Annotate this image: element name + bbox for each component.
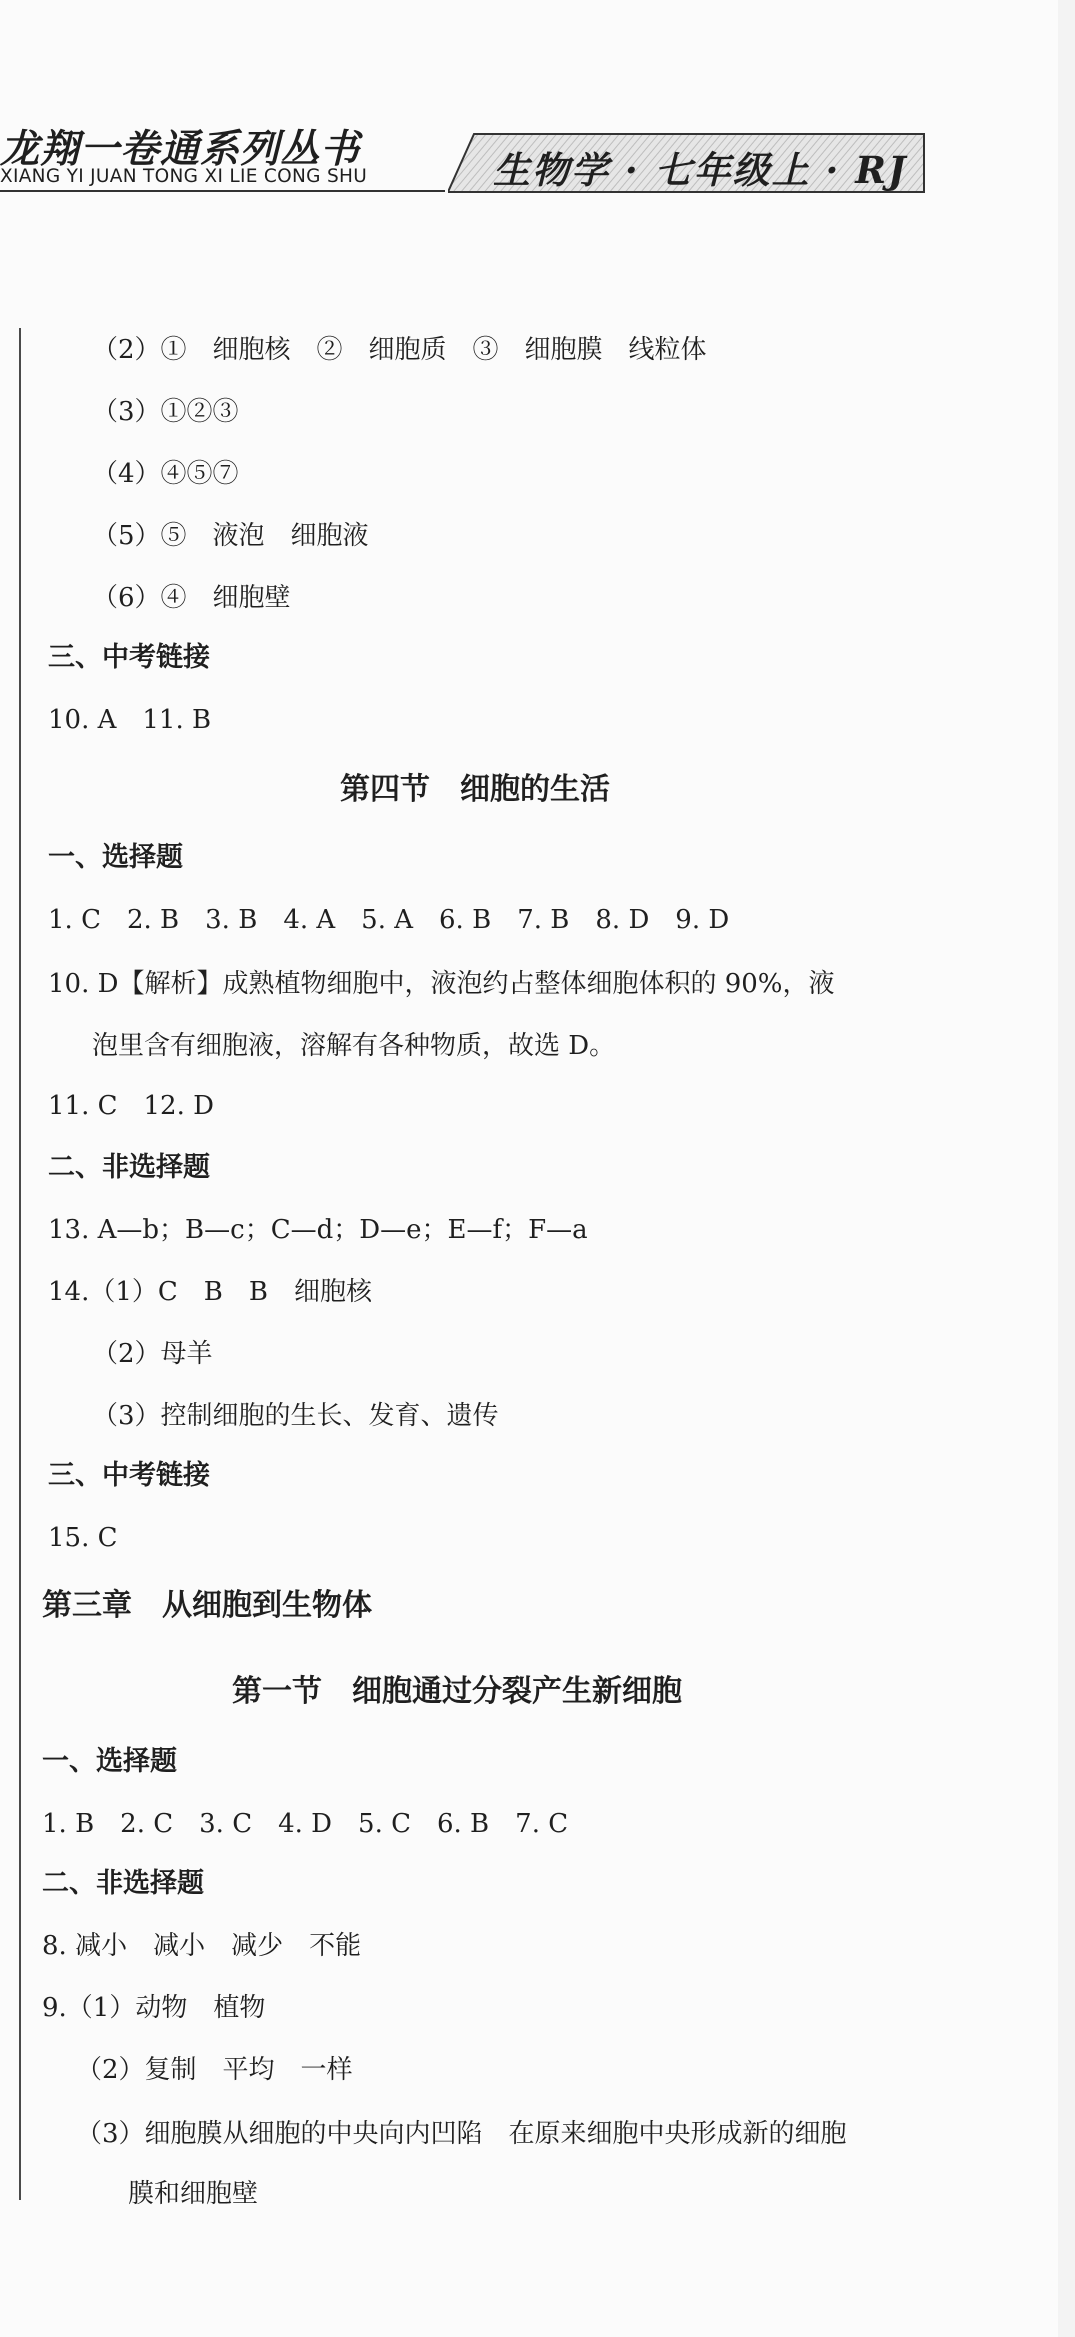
answer-line: 14.（1）C B B 细胞核 [48, 1277, 372, 1307]
subject-band [448, 132, 926, 194]
answer-line: （2）① 细胞核 ② 细胞质 ③ 细胞膜 线粒体 [92, 335, 707, 365]
header-rule [0, 190, 445, 192]
answer-line: 膜和细胞壁 [128, 2179, 259, 2209]
section-heading: 二、非选择题 [42, 1868, 204, 1899]
answer-line: （2）复制 平均 一样 [76, 2055, 353, 2085]
answer-line: （4）④⑤⑦ [92, 459, 239, 489]
subject-label: 生物学 · 七年级上 · RJ [493, 148, 908, 192]
answer-line: 1. B 2. C 3. C 4. D 5. C 6. B 7. C [42, 1809, 569, 1839]
answer-line: 1. C 2. B 3. B 4. A 5. A 6. B 7. B 8. D 9. D [48, 905, 730, 935]
section-title: 第一节 细胞通过分裂产生新细胞 [232, 1674, 682, 1709]
section-heading: 三、中考链接 [48, 1460, 210, 1491]
answer-line: （5）⑤ 液泡 细胞液 [92, 521, 369, 551]
section-heading: 三、中考链接 [48, 642, 210, 673]
series-title: 龙翔一卷通系列丛书 [0, 126, 361, 172]
section-heading: 一、选择题 [48, 842, 183, 873]
answer-line: 13. A—b；B—c；C—d；D—e；E—f；F—a [48, 1215, 588, 1245]
answer-line: （6）④ 细胞壁 [92, 583, 291, 613]
answer-line: 10. D【解析】成熟植物细胞中，液泡约占整体细胞体积的 90%，液 [48, 969, 835, 999]
section-title: 第四节 细胞的生活 [340, 772, 610, 807]
answer-line: （2）母羊 [92, 1339, 213, 1369]
answer-line: 泡里含有细胞液，溶解有各种物质，故选 D。 [92, 1031, 616, 1061]
series-pinyin: XIANG YI JUAN TONG XI LIE CONG SHU [0, 166, 368, 187]
chapter-title: 第三章 从细胞到生物体 [42, 1588, 372, 1623]
margin-rule [19, 328, 21, 2200]
section-heading: 二、非选择题 [48, 1152, 210, 1183]
answer-line: （3）细胞膜从细胞的中央向内凹陷 在原来细胞中央形成新的细胞 [76, 2119, 847, 2149]
answer-line: 8. 减小 减小 减少 不能 [42, 1931, 362, 1961]
answer-line: 10. A 11. B [48, 705, 212, 735]
section-heading: 一、选择题 [42, 1746, 177, 1777]
answer-line: （3）控制细胞的生长、发育、遗传 [92, 1401, 499, 1431]
answer-line: 15. C [48, 1523, 118, 1553]
answer-line: （3）①②③ [92, 397, 239, 427]
answer-line: 11. C 12. D [48, 1091, 214, 1121]
answer-line: 9.（1）动物 植物 [42, 1993, 266, 2023]
